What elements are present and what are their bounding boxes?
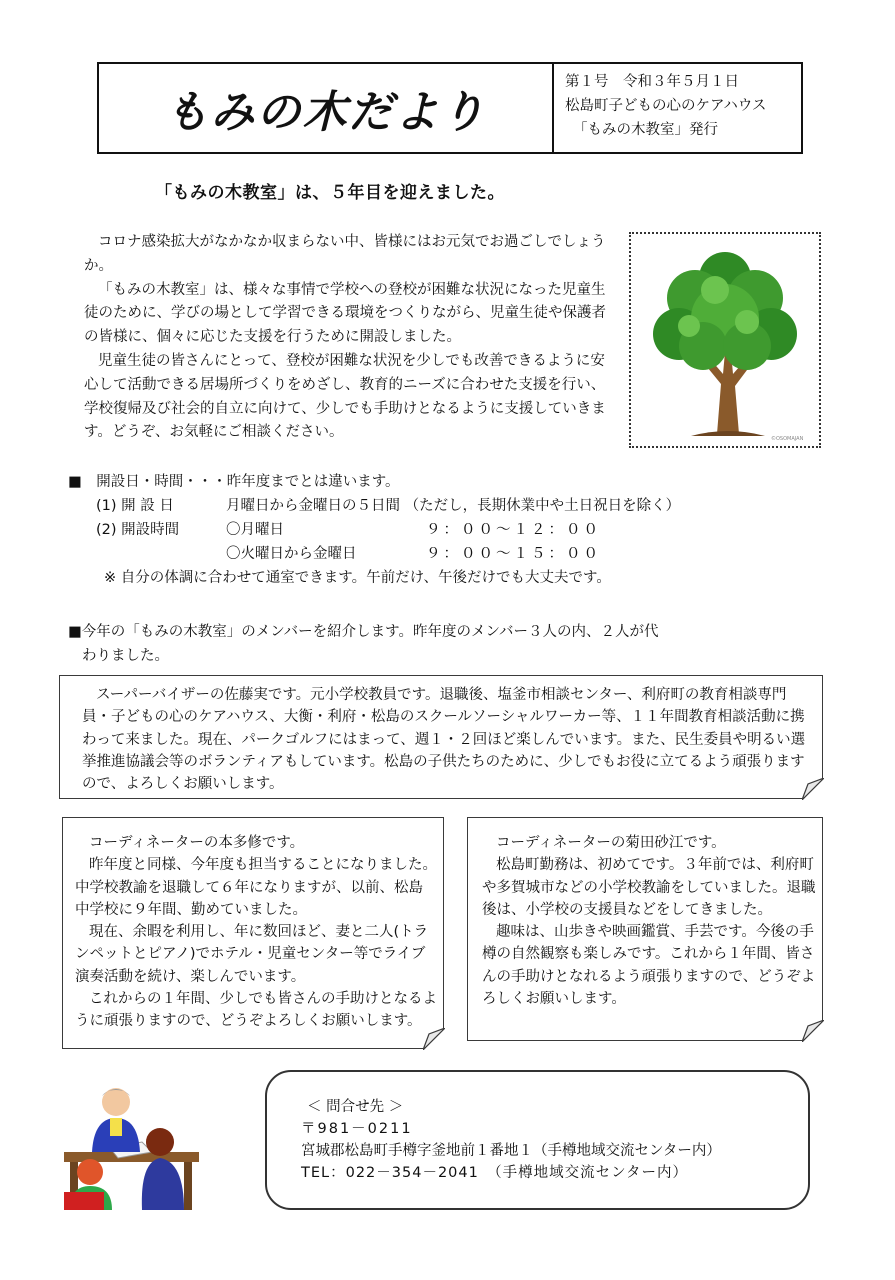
schedule-heading: ■ 開設日・時間・・・昨年度までとは違います。 — [68, 474, 400, 490]
schedule-slot-1-time: ９：００～１２：００ — [426, 522, 601, 538]
coordinator-kikuta-p1: コーディネーターの菊田砂江です。 — [496, 835, 726, 851]
coordinator-kikuta-p3: 趣味は、山歩きや映画鑑賞、手芸です。今後の手樽の自然観察も楽しみです。これから１年間、皆さんの手助けとなれるよう頑張りますので、どうぞよろしくお願いします。 — [482, 924, 816, 1008]
newsletter-title-cell — [99, 64, 554, 152]
members-intro-line-2: わりました。 — [82, 648, 169, 664]
tree-credit: ©OSOMAJAN — [771, 436, 804, 442]
issue-number-date: 第１号 令和３年５月１日 — [565, 74, 739, 90]
schedule-slot-2-day: 〇火曜日から金曜日 — [226, 546, 357, 562]
intro-paragraph-2: 「もみの木教室」は、様々な事情で学校への登校が困難な状況になった児童生徒のために、学びの場として学習できる環境をつくりながら、児童生徒や保護者の皆様に、個々に応じた支援を行うために開設しました。 — [84, 281, 606, 346]
coordinator-kikuta-p2: 松島町勤務は、初めてです。３年前では、利府町や多賀城市などの小学校教諭をしていました。退職後は、小学校の支援員などをしてきました。 — [482, 857, 816, 918]
newsletter-header — [97, 62, 803, 154]
newsletter-title: もみの木だより — [164, 87, 487, 138]
publisher-name: 松島町子どもの心のケアハウス — [565, 98, 767, 114]
contact-heading: ＜ 問合せ先 ＞ — [307, 1099, 404, 1115]
intro-paragraph-1: コロナ感染拡大がなかなか収まらない中、皆様にはお元気でお過ごしでしょうか。 — [84, 234, 606, 274]
coordinator-honda-p3: 現在、余暇を利用し、年に数回ほど、妻と二人(トランペットとピアノ)でホテル・児童センター等でライブ演奏活動を続け、楽しんでいます。 — [75, 924, 429, 985]
coordinator-honda-p4: これからの１年間、少しでも皆さんの手助けとなるように頑張りますので、どうぞよろしくお願いします。 — [75, 991, 437, 1030]
page-fold-icon — [423, 1028, 445, 1050]
intro-paragraph-3: 児童生徒の皆さんにとって、登校が困難な状況を少しでも改善できるように安心して活動できる居場所づくりをめざし、教育的ニーズに合わせた支援を行い、学校復帰及び社会的自立に向けて、少しでも手助けとなるように支援していきます。どうぞ、お気軽にご相談ください。 — [84, 352, 606, 441]
schedule-hours-label: (2) 開設時間 — [96, 522, 180, 538]
coordinator-honda-box — [62, 817, 444, 1049]
coordinator-honda-p1: コーディネーターの本多修です。 — [89, 835, 305, 851]
contact-box — [265, 1070, 810, 1210]
page-fold-icon — [802, 778, 824, 800]
schedule-section — [68, 470, 848, 590]
headline: 「もみの木教室」は、５年目を迎えました。 — [155, 183, 505, 203]
schedule-days-value: 月曜日から金曜日の５日間 （ただし，長期休業中や土日祝日を除く） — [226, 498, 681, 514]
issue-info — [565, 70, 801, 142]
contact-address: 宮城郡松島町手樽字釜地前１番地１（手樽地域交流センター内） — [301, 1143, 721, 1159]
intro-text — [84, 231, 618, 445]
issuer-name: 「もみの木教室」発行 — [573, 122, 718, 138]
coordinator-kikuta-box — [467, 817, 823, 1041]
page-fold-icon — [802, 1020, 824, 1042]
contact-phone: TEL：022－354－2041 （手樽地域交流センター内） — [301, 1165, 689, 1181]
contact-postal-code: 〒981－0211 — [301, 1121, 413, 1137]
supervisor-text: スーパーバイザーの佐藤実です。元小学校教員です。退職後、塩釜市相談センター、利府町の教育相談専門員・子どもの心のケアハウス、大衡・利府・松島のスクールソーシャルワーカー等、１１年間教育相談活動に携わって来ました。現在、パークゴルフにはまって、週１・２回ほど楽しんでいます。また、民生委員や明るい選挙推進協議会等のボランティアもしています。松島の子供たちのために、少しでもお役に立てるよう頑張りますので、よろしくお願いします。 — [82, 687, 806, 793]
schedule-slot-1-day: 〇月曜日 — [226, 522, 284, 538]
supervisor-box — [59, 675, 823, 799]
tree-icon — [631, 234, 819, 446]
counseling-meeting-icon — [64, 1082, 199, 1210]
schedule-note: ※ 自分の体調に合わせて通室できます。午前だけ、午後だけでも大丈夫です。 — [104, 570, 611, 586]
schedule-days-label: (1) 開 設 日 — [96, 498, 174, 514]
members-intro-line-1: ■今年の「もみの木教室」のメンバーを紹介します。昨年度のメンバー３人の内、２人が代 — [68, 624, 659, 640]
schedule-slot-2-time: ９：００～１５：００ — [426, 546, 601, 562]
tree-illustration-frame — [629, 232, 821, 448]
coordinator-honda-p2: 昨年度と同様、今年度も担当することになりました。中学校教諭を退職して６年になりますが、以前、松島中学校に９年間、勤めていました。 — [75, 857, 437, 918]
members-intro — [68, 620, 828, 668]
